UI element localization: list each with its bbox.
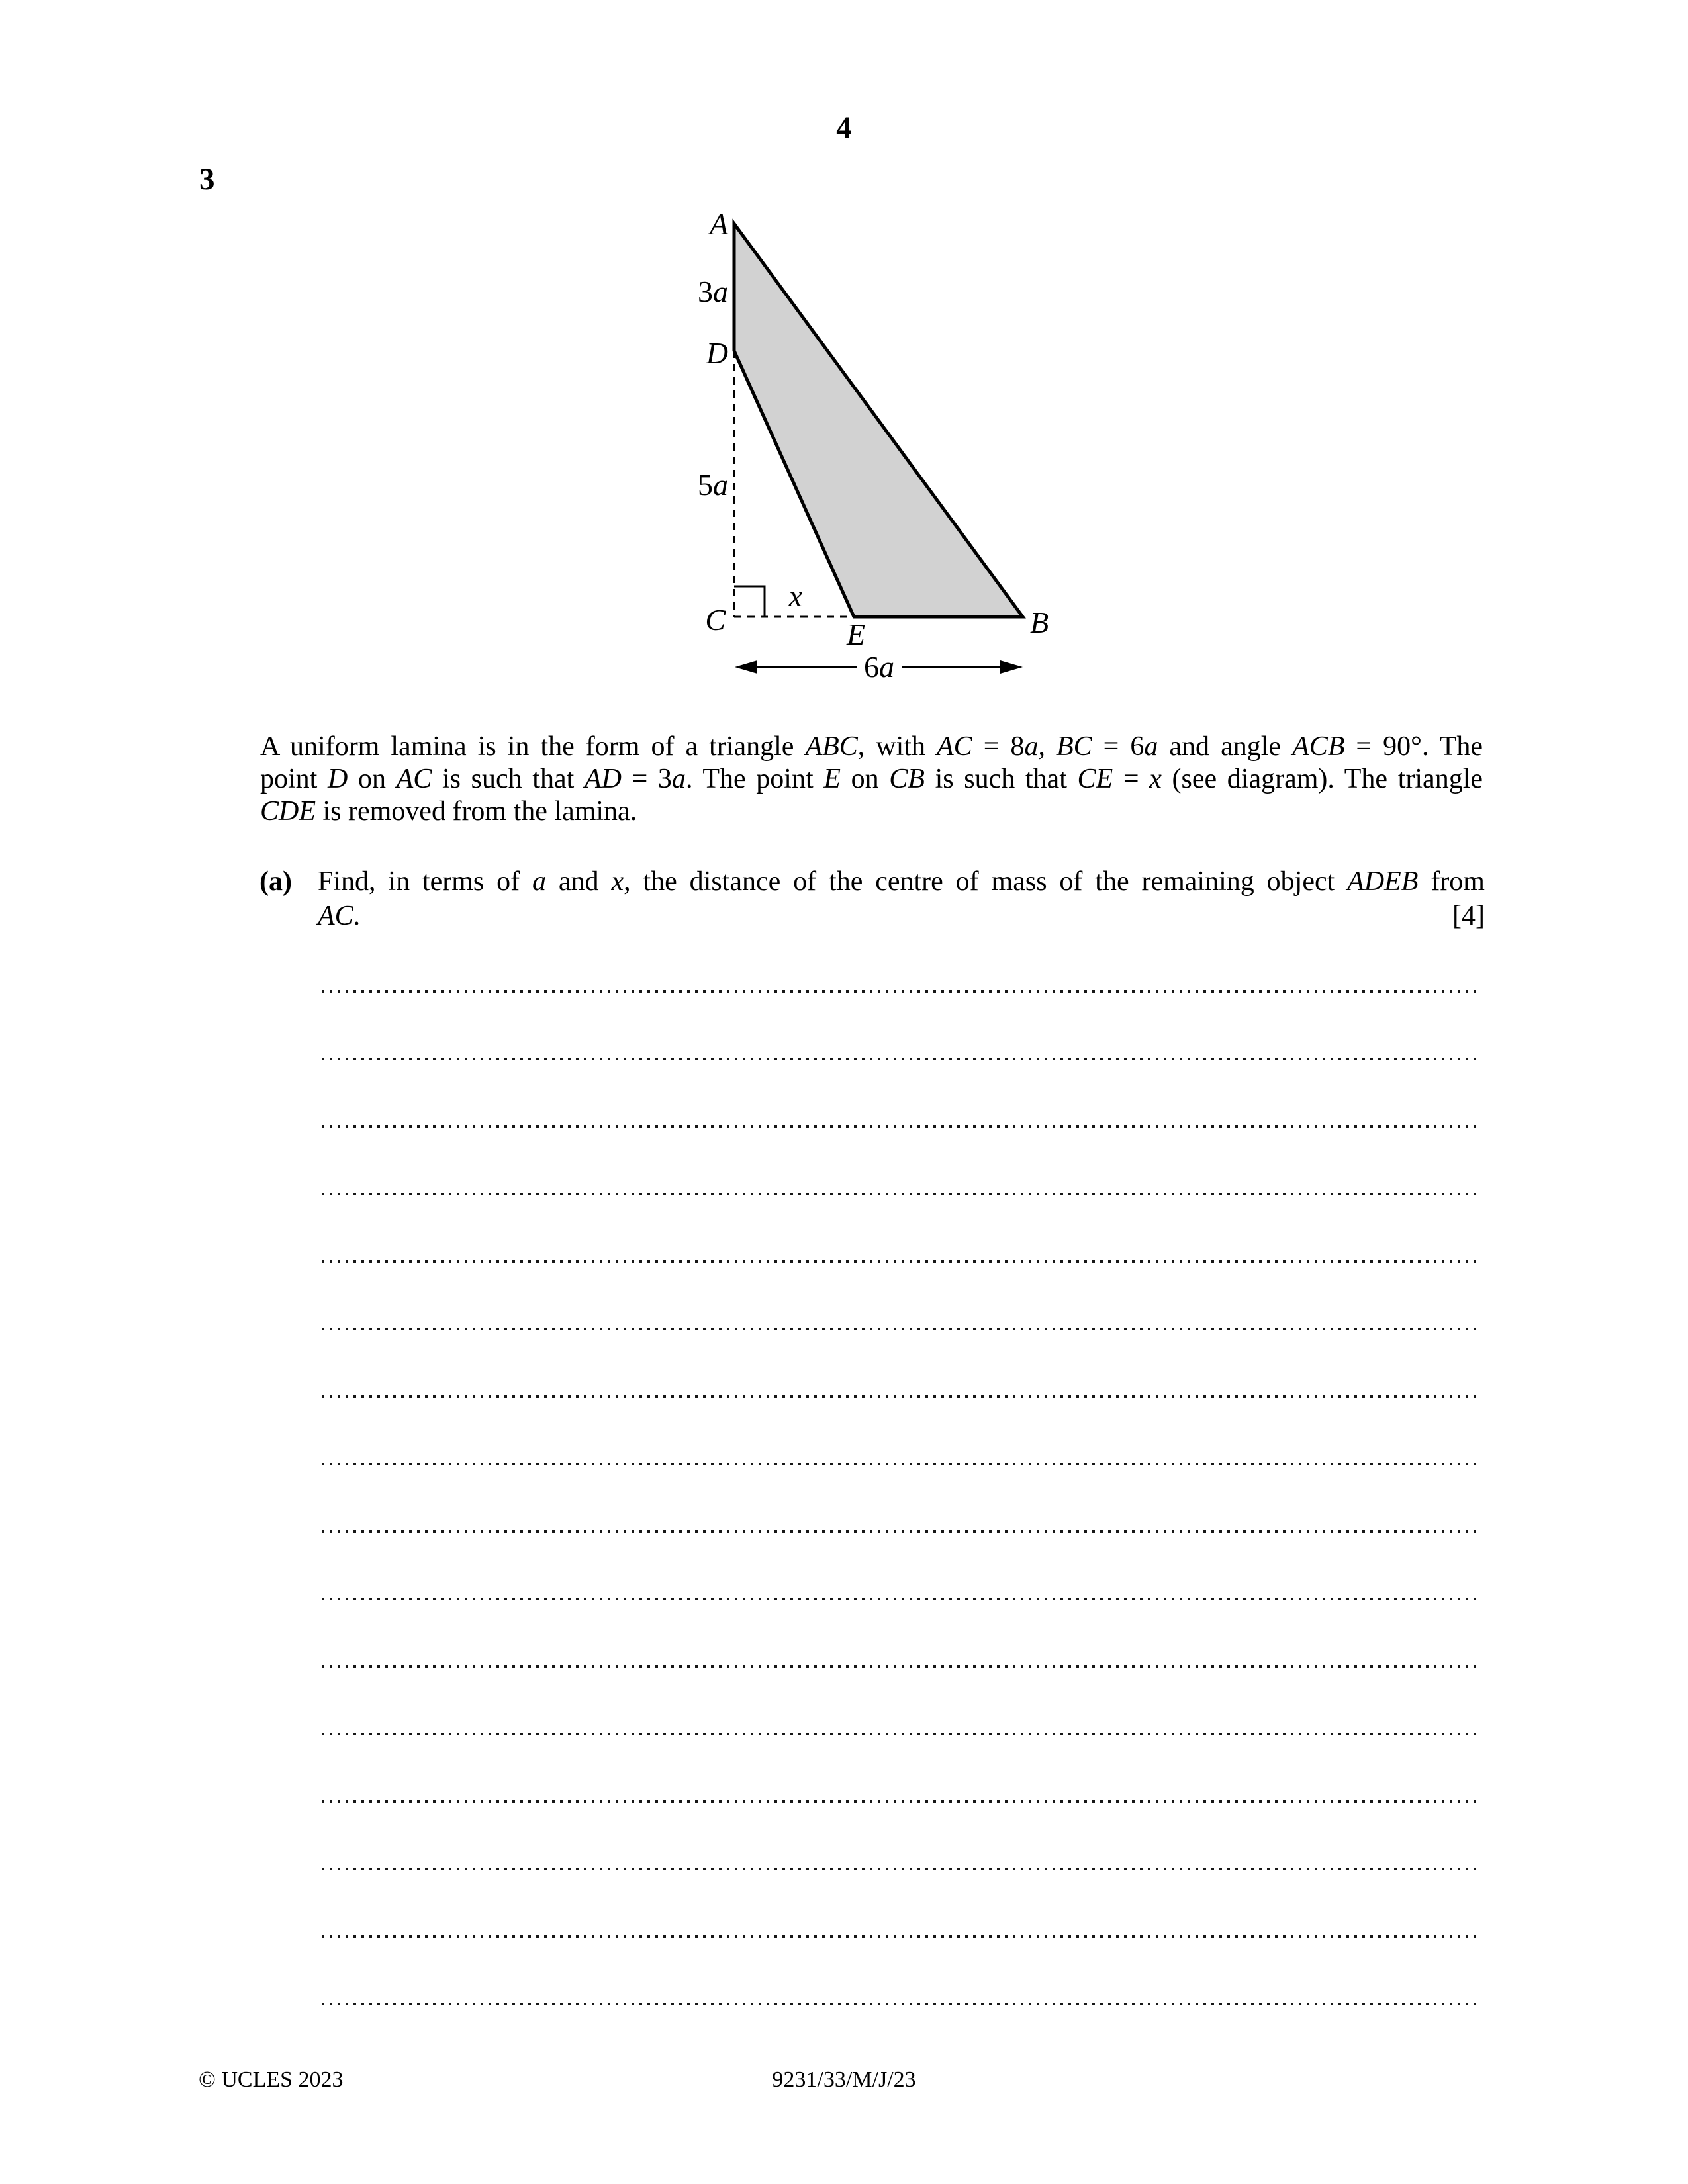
part-a-label: (a) xyxy=(259,866,292,897)
right-angle-icon xyxy=(734,586,765,617)
answer-dotted-line xyxy=(322,2003,1481,2005)
lamina-diagram xyxy=(629,185,1125,702)
footer-paper-code: 9231/33/M/J/23 xyxy=(772,2068,916,2092)
part-a-question-line-1: Find, in terms of a and x, the distance of the centre of mass of the remaining object ADEB from xyxy=(318,866,1485,897)
shaded-region-adeb xyxy=(734,224,1023,617)
problem-statement xyxy=(260,731,1483,828)
problem-line-3: CDE is removed from the lamina. xyxy=(260,796,637,827)
label-length-cb: 6a xyxy=(864,650,894,684)
answer-dotted-line xyxy=(322,1395,1481,1398)
answer-dotted-line xyxy=(322,1058,1481,1060)
label-length-ad: 3a xyxy=(698,275,728,308)
part-a xyxy=(259,864,1485,933)
answer-dotted-line xyxy=(322,1935,1481,1938)
answer-dotted-line xyxy=(322,1260,1481,1263)
problem-line-2: point D on AC is such that AD = 3a. The point E on CB is such that CE = x (see diagram). The triangle xyxy=(260,764,1483,794)
answer-dotted-line xyxy=(322,1463,1481,1465)
answer-dotted-line xyxy=(322,1598,1481,1600)
page-number: 4 xyxy=(836,111,852,145)
answer-dotted-line xyxy=(322,1665,1481,1668)
footer-copyright: © UCLES 2023 xyxy=(199,2068,344,2092)
question-number: 3 xyxy=(199,162,215,197)
answer-dotted-line xyxy=(322,1868,1481,1870)
part-a-marks: [4] xyxy=(1452,901,1485,931)
answer-dotted-line xyxy=(322,1328,1481,1330)
label-vertex-e: E xyxy=(846,617,866,651)
label-length-ce: x xyxy=(788,579,803,613)
label-vertex-a: A xyxy=(709,207,728,241)
label-vertex-b: B xyxy=(1030,606,1049,639)
answer-dotted-line xyxy=(322,990,1481,993)
answer-lines xyxy=(322,990,1481,2070)
answer-dotted-line xyxy=(322,1193,1481,1195)
answer-dotted-line xyxy=(322,1800,1481,1803)
problem-line-1: A uniform lamina is in the form of a triangle ABC, with AC = 8a, BC = 6a and angle ACB = 90°. The xyxy=(260,731,1483,762)
answer-dotted-line xyxy=(322,1125,1481,1128)
arrowhead-right-icon xyxy=(1000,660,1023,674)
arrowhead-left-icon xyxy=(735,660,757,674)
label-length-dc: 5a xyxy=(698,468,728,502)
answer-dotted-line xyxy=(322,1733,1481,1735)
answer-dotted-line xyxy=(322,1530,1481,1533)
part-a-question-line-2: AC. xyxy=(318,901,361,931)
label-vertex-c: C xyxy=(705,603,726,637)
label-vertex-d: D xyxy=(706,336,728,370)
